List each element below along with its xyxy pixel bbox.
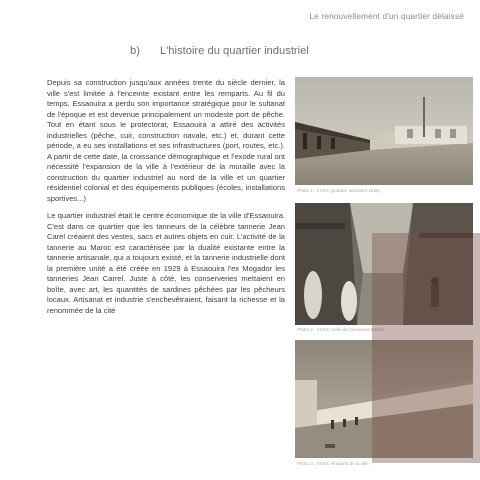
photo-caption: Photo 3 : XXXX remparts de la ville <box>297 461 369 466</box>
photo-caption: Photo 1 : XXXX (quartier industriel 1930) <box>297 188 380 193</box>
paragraph: Le quartier industriel était le centre économique de la ville d'Essaouira. C'est dans ce quartier que les tanneurs de la célèbre tannerie Jean Carel créaient des vestes, sacs et autres objets en cuir. L'activité de la tannerie au Maroc est caractérisée par la dualité existante entre la tannerie artisanale, qui a toujours existé, et la tannerie industrielle dont la première unité a été créée en 1929 à Essaouira l'ex Mogador les tanneries Jean Carrel. Juste à côté, les conserveries mettaient en boîte, avec art, les quantités de sardines pêchées par les pêcheurs locaux. Artisanat et industrie s'enchevêtraient, faisant la richesse et la renommée de la cité <box>47 211 285 315</box>
photo-caption: Photo 2 : XXXX ruelle de l'ancienne Mellah <box>297 327 385 332</box>
photo-industrial-street-image <box>295 77 473 185</box>
running-header: Le renouvellement d'un quartier délaissé <box>309 11 464 21</box>
photo-industrial-street <box>295 77 473 185</box>
section-title: L'histoire du quartier industriel <box>159 45 309 57</box>
section-heading <box>130 45 309 57</box>
section-number: b) <box>130 45 140 57</box>
color-overlay <box>372 233 480 463</box>
body-text <box>47 78 285 323</box>
paragraph: Depuis sa construction jusqu'aux années trente du siècle dernier, la ville s'est limitée à l'enceinte existant entre les remparts. Au fil du temps, Essaouira a perdu son importance stratégique pour le sultanat de l'époque et est devenue principalement un modeste port de pêche. Tout en étant sous le protectorat, Essaouira a attiré des activités industrielles (pêche, cuir, construction navale, etc.) et, durant cette période, a eu ses installations et ses infrastructures (port, routes, etc.). A partir de cette date, la croissance démographique et l'exode rural ont nécessité l'expansion de la ville à l'extérieur de la muraille avec la construction du quartier industriel au nord de la ville et un quartier résidentiel colonial et des équipements publiques (écoles, installations sportives...) <box>47 78 285 203</box>
